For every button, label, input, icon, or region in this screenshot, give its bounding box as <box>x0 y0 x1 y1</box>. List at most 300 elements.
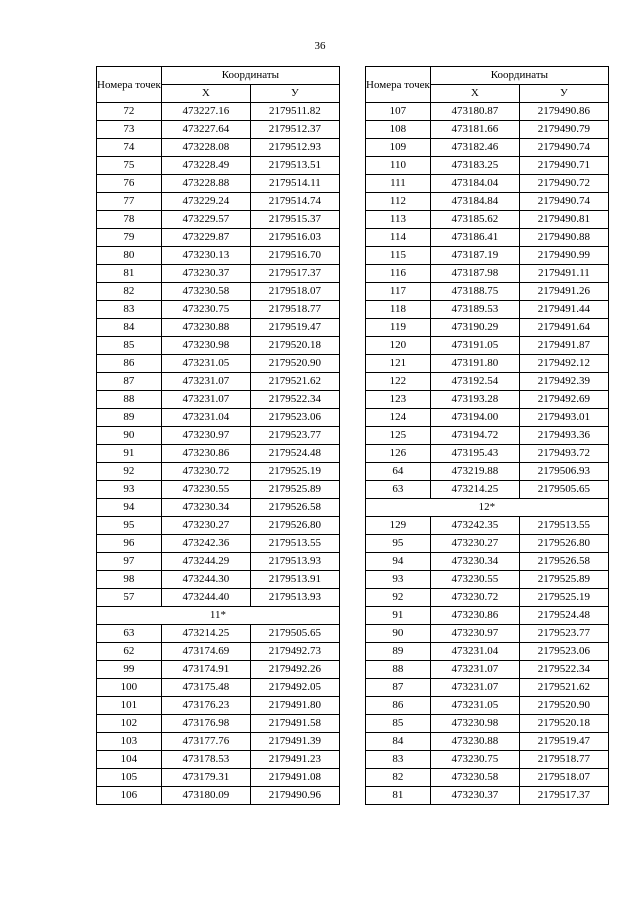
x-coordinate-cell: 473230.72 <box>161 463 250 481</box>
point-number-cell: 101 <box>97 697 162 715</box>
point-number-cell: 88 <box>366 661 431 679</box>
point-number-cell: 121 <box>366 355 431 373</box>
point-number-cell: 126 <box>366 445 431 463</box>
table-row <box>97 355 340 373</box>
table-row <box>97 769 340 787</box>
y-coordinate-cell: 2179490.71 <box>519 157 608 175</box>
y-coordinate-cell: 2179506.93 <box>519 463 608 481</box>
table-row <box>97 787 340 805</box>
x-coordinate-cell: 473179.31 <box>161 769 250 787</box>
point-number-cell: 82 <box>97 283 162 301</box>
point-number-cell: 92 <box>97 463 162 481</box>
x-coordinate-cell: 473230.58 <box>430 769 519 787</box>
x-coordinate-cell: 473176.23 <box>161 697 250 715</box>
y-coordinate-cell: 2179523.77 <box>250 427 339 445</box>
x-coordinate-cell: 473174.69 <box>161 643 250 661</box>
x-coordinate-cell: 473219.88 <box>430 463 519 481</box>
y-coordinate-cell: 2179526.80 <box>250 517 339 535</box>
point-number-cell: 79 <box>97 229 162 247</box>
point-number-cell: 98 <box>97 571 162 589</box>
y-coordinate-cell: 2179513.55 <box>519 517 608 535</box>
x-coordinate-cell: 473230.98 <box>430 715 519 733</box>
x-coordinate-cell: 473187.19 <box>430 247 519 265</box>
x-coordinate-cell: 473230.55 <box>161 481 250 499</box>
x-coordinate-cell: 473230.37 <box>430 787 519 805</box>
table-row <box>97 373 340 391</box>
table-row <box>97 715 340 733</box>
y-coordinate-cell: 2179516.03 <box>250 229 339 247</box>
y-coordinate-cell: 2179514.11 <box>250 175 339 193</box>
y-coordinate-cell: 2179520.18 <box>250 337 339 355</box>
point-number-cell: 93 <box>97 481 162 499</box>
x-coordinate-cell: 473214.25 <box>430 481 519 499</box>
x-coordinate-cell: 473230.72 <box>430 589 519 607</box>
x-coordinate-cell: 473228.49 <box>161 157 250 175</box>
point-number-cell: 103 <box>97 733 162 751</box>
table-row <box>97 247 340 265</box>
x-coordinate-cell: 473174.91 <box>161 661 250 679</box>
point-number-cell: 72 <box>97 103 162 121</box>
y-coordinate-cell: 2179505.65 <box>250 625 339 643</box>
point-number-cell: 87 <box>366 679 431 697</box>
table-row <box>366 769 609 787</box>
point-number-cell: 91 <box>366 607 431 625</box>
point-number-cell: 83 <box>97 301 162 319</box>
point-number-cell: 106 <box>97 787 162 805</box>
table-row <box>97 229 340 247</box>
point-number-cell: 115 <box>366 247 431 265</box>
table-body <box>366 103 609 805</box>
x-coordinate-cell: 473230.97 <box>430 625 519 643</box>
table-row <box>366 589 609 607</box>
x-coordinate-cell: 473228.08 <box>161 139 250 157</box>
y-coordinate-cell: 2179512.93 <box>250 139 339 157</box>
point-number-cell: 113 <box>366 211 431 229</box>
x-coordinate-cell: 473176.98 <box>161 715 250 733</box>
x-coordinate-cell: 473187.98 <box>430 265 519 283</box>
y-coordinate-cell: 2179490.81 <box>519 211 608 229</box>
table-row <box>97 571 340 589</box>
table-row <box>366 625 609 643</box>
x-coordinate-cell: 473230.37 <box>161 265 250 283</box>
x-coordinate-cell: 473191.05 <box>430 337 519 355</box>
y-coordinate-cell: 2179522.34 <box>250 391 339 409</box>
section-label: 12* <box>366 499 609 517</box>
point-number-cell: 94 <box>366 553 431 571</box>
x-coordinate-cell: 473195.43 <box>430 445 519 463</box>
coordinates-column-header: Координаты <box>430 67 608 85</box>
y-coordinate-cell: 2179526.58 <box>519 553 608 571</box>
x-coordinate-cell: 473194.72 <box>430 427 519 445</box>
table-row <box>97 499 340 517</box>
point-number-cell: 129 <box>366 517 431 535</box>
x-coordinate-cell: 473244.29 <box>161 553 250 571</box>
point-number-cell: 95 <box>97 517 162 535</box>
x-coordinate-cell: 473189.53 <box>430 301 519 319</box>
y-coordinate-cell: 2179518.77 <box>519 751 608 769</box>
y-coordinate-cell: 2179491.39 <box>250 733 339 751</box>
point-number-cell: 104 <box>97 751 162 769</box>
table-row <box>97 157 340 175</box>
y-coordinate-cell: 2179492.26 <box>250 661 339 679</box>
point-number-cell: 83 <box>366 751 431 769</box>
x-column-header: X <box>161 85 250 103</box>
table-row <box>366 643 609 661</box>
x-coordinate-cell: 473229.87 <box>161 229 250 247</box>
x-coordinate-cell: 473183.25 <box>430 157 519 175</box>
y-coordinate-cell: 2179512.37 <box>250 121 339 139</box>
point-number-cell: 80 <box>97 247 162 265</box>
x-coordinate-cell: 473230.98 <box>161 337 250 355</box>
point-number-cell: 74 <box>97 139 162 157</box>
section-row <box>366 499 609 517</box>
point-number-cell: 73 <box>97 121 162 139</box>
table-row <box>366 157 609 175</box>
point-number-cell: 85 <box>97 337 162 355</box>
point-number-cell: 111 <box>366 175 431 193</box>
point-number-cell: 124 <box>366 409 431 427</box>
x-coordinate-cell: 473242.35 <box>430 517 519 535</box>
point-number-cell: 88 <box>97 391 162 409</box>
point-number-cell: 105 <box>97 769 162 787</box>
table-row <box>97 697 340 715</box>
x-coordinate-cell: 473177.76 <box>161 733 250 751</box>
point-number-cell: 96 <box>97 535 162 553</box>
table-row <box>366 409 609 427</box>
y-coordinate-cell: 2179490.96 <box>250 787 339 805</box>
y-coordinate-cell: 2179490.99 <box>519 247 608 265</box>
table-row <box>97 751 340 769</box>
page-number: 36 <box>314 40 326 52</box>
y-coordinate-cell: 2179525.89 <box>250 481 339 499</box>
x-coordinate-cell: 473184.04 <box>430 175 519 193</box>
y-coordinate-cell: 2179513.93 <box>250 589 339 607</box>
point-number-cell: 89 <box>366 643 431 661</box>
x-coordinate-cell: 473231.05 <box>161 355 250 373</box>
y-coordinate-cell: 2179518.07 <box>250 283 339 301</box>
point-number-cell: 91 <box>97 445 162 463</box>
y-coordinate-cell: 2179521.62 <box>250 373 339 391</box>
x-coordinate-cell: 473230.27 <box>161 517 250 535</box>
y-coordinate-cell: 2179492.12 <box>519 355 608 373</box>
point-number-cell: 84 <box>366 733 431 751</box>
x-coordinate-cell: 473190.29 <box>430 319 519 337</box>
x-coordinate-cell: 473230.75 <box>161 301 250 319</box>
table-row <box>97 733 340 751</box>
y-coordinate-cell: 2179517.37 <box>519 787 608 805</box>
point-number-cell: 76 <box>97 175 162 193</box>
y-coordinate-cell: 2179525.89 <box>519 571 608 589</box>
x-coordinate-cell: 473180.87 <box>430 103 519 121</box>
x-coordinate-cell: 473186.41 <box>430 229 519 247</box>
table-row <box>366 301 609 319</box>
point-number-cell: 86 <box>97 355 162 373</box>
point-number-cell: 75 <box>97 157 162 175</box>
x-coordinate-cell: 473244.40 <box>161 589 250 607</box>
y-coordinate-cell: 2179526.80 <box>519 535 608 553</box>
point-number-cell: 87 <box>97 373 162 391</box>
table-row <box>366 229 609 247</box>
y-coordinate-cell: 2179522.34 <box>519 661 608 679</box>
point-number-cell: 117 <box>366 283 431 301</box>
y-coordinate-cell: 2179491.58 <box>250 715 339 733</box>
point-number-cell: 82 <box>366 769 431 787</box>
coordinates-table-left <box>96 66 340 805</box>
table-row <box>366 247 609 265</box>
point-number-cell: 63 <box>366 481 431 499</box>
table-row <box>366 463 609 481</box>
point-number-cell: 97 <box>97 553 162 571</box>
y-coordinate-cell: 2179520.90 <box>519 697 608 715</box>
point-number-cell: 122 <box>366 373 431 391</box>
table-row <box>366 697 609 715</box>
y-coordinate-cell: 2179491.08 <box>250 769 339 787</box>
y-coordinate-cell: 2179515.37 <box>250 211 339 229</box>
y-column-header: У <box>519 85 608 103</box>
y-coordinate-cell: 2179513.93 <box>250 553 339 571</box>
table-row <box>97 301 340 319</box>
x-coordinate-cell: 473227.64 <box>161 121 250 139</box>
point-number-cell: 114 <box>366 229 431 247</box>
x-coordinate-cell: 473230.86 <box>430 607 519 625</box>
table-row <box>366 517 609 535</box>
table-row <box>97 553 340 571</box>
table-row <box>366 103 609 121</box>
x-coordinate-cell: 473180.09 <box>161 787 250 805</box>
table-row <box>97 139 340 157</box>
y-coordinate-cell: 2179493.01 <box>519 409 608 427</box>
y-coordinate-cell: 2179523.77 <box>519 625 608 643</box>
y-coordinate-cell: 2179491.80 <box>250 697 339 715</box>
table-row <box>97 391 340 409</box>
y-coordinate-cell: 2179491.11 <box>519 265 608 283</box>
point-number-cell: 95 <box>366 535 431 553</box>
point-number-cell: 108 <box>366 121 431 139</box>
table-row <box>97 679 340 697</box>
x-coordinate-cell: 473229.24 <box>161 193 250 211</box>
y-coordinate-cell: 2179513.51 <box>250 157 339 175</box>
x-coordinate-cell: 473231.07 <box>161 391 250 409</box>
point-number-cell: 90 <box>97 427 162 445</box>
y-coordinate-cell: 2179516.70 <box>250 247 339 265</box>
x-coordinate-cell: 473230.13 <box>161 247 250 265</box>
table-row <box>366 661 609 679</box>
table-row <box>366 355 609 373</box>
x-coordinate-cell: 473230.88 <box>161 319 250 337</box>
table-row <box>366 337 609 355</box>
y-coordinate-cell: 2179490.86 <box>519 103 608 121</box>
x-coordinate-cell: 473230.27 <box>430 535 519 553</box>
point-number-cell: 94 <box>97 499 162 517</box>
y-coordinate-cell: 2179492.05 <box>250 679 339 697</box>
table-row <box>366 733 609 751</box>
point-number-cell: 77 <box>97 193 162 211</box>
point-number-cell: 81 <box>366 787 431 805</box>
point-number-cell: 92 <box>366 589 431 607</box>
y-coordinate-cell: 2179526.58 <box>250 499 339 517</box>
table-row <box>97 589 340 607</box>
table-row <box>366 535 609 553</box>
table-row <box>97 319 340 337</box>
y-coordinate-cell: 2179525.19 <box>519 589 608 607</box>
y-coordinate-cell: 2179524.48 <box>519 607 608 625</box>
point-number-cell: 89 <box>97 409 162 427</box>
table-row <box>366 211 609 229</box>
table-row <box>366 679 609 697</box>
x-coordinate-cell: 473227.16 <box>161 103 250 121</box>
y-coordinate-cell: 2179505.65 <box>519 481 608 499</box>
table-row <box>97 517 340 535</box>
x-coordinate-cell: 473231.07 <box>430 679 519 697</box>
table-row <box>366 139 609 157</box>
point-number-cell: 85 <box>366 715 431 733</box>
y-coordinate-cell: 2179523.06 <box>519 643 608 661</box>
y-coordinate-cell: 2179518.07 <box>519 769 608 787</box>
point-number-cell: 81 <box>97 265 162 283</box>
table-row <box>97 409 340 427</box>
x-coordinate-cell: 473231.07 <box>161 373 250 391</box>
y-coordinate-cell: 2179518.77 <box>250 301 339 319</box>
x-coordinate-cell: 473181.66 <box>430 121 519 139</box>
y-coordinate-cell: 2179491.44 <box>519 301 608 319</box>
table-row <box>366 391 609 409</box>
x-coordinate-cell: 473230.58 <box>161 283 250 301</box>
table-row <box>366 427 609 445</box>
table-row <box>97 283 340 301</box>
x-coordinate-cell: 473231.04 <box>430 643 519 661</box>
y-coordinate-cell: 2179493.72 <box>519 445 608 463</box>
point-number-cell: 84 <box>97 319 162 337</box>
table-row <box>97 211 340 229</box>
y-coordinate-cell: 2179490.74 <box>519 193 608 211</box>
section-label: 11* <box>97 607 340 625</box>
point-number-cell: 64 <box>366 463 431 481</box>
y-coordinate-cell: 2179521.62 <box>519 679 608 697</box>
point-number-cell: 118 <box>366 301 431 319</box>
x-coordinate-cell: 473175.48 <box>161 679 250 697</box>
x-coordinate-cell: 473244.30 <box>161 571 250 589</box>
table-row <box>366 283 609 301</box>
table-row <box>97 193 340 211</box>
table-row <box>366 319 609 337</box>
x-column-header: X <box>430 85 519 103</box>
table-row <box>97 121 340 139</box>
y-coordinate-cell: 2179519.47 <box>519 733 608 751</box>
x-coordinate-cell: 473188.75 <box>430 283 519 301</box>
y-coordinate-cell: 2179493.36 <box>519 427 608 445</box>
point-number-cell: 57 <box>97 589 162 607</box>
table-row <box>366 445 609 463</box>
point-number-cell: 100 <box>97 679 162 697</box>
x-coordinate-cell: 473184.84 <box>430 193 519 211</box>
table-row <box>97 445 340 463</box>
point-number-cell: 90 <box>366 625 431 643</box>
x-coordinate-cell: 473230.34 <box>430 553 519 571</box>
x-coordinate-cell: 473191.80 <box>430 355 519 373</box>
point-number-cell: 63 <box>97 625 162 643</box>
point-number-cell: 110 <box>366 157 431 175</box>
table-row <box>366 751 609 769</box>
x-coordinate-cell: 473228.88 <box>161 175 250 193</box>
x-coordinate-cell: 473231.05 <box>430 697 519 715</box>
table-row <box>366 607 609 625</box>
section-row <box>97 607 340 625</box>
x-coordinate-cell: 473230.55 <box>430 571 519 589</box>
table-row <box>97 625 340 643</box>
table-row <box>366 373 609 391</box>
point-number-cell: 107 <box>366 103 431 121</box>
table-row <box>97 337 340 355</box>
point-number-cell: 102 <box>97 715 162 733</box>
point-number-cell: 78 <box>97 211 162 229</box>
x-coordinate-cell: 473231.04 <box>161 409 250 427</box>
x-coordinate-cell: 473229.57 <box>161 211 250 229</box>
table-row <box>366 571 609 589</box>
point-number-cell: 119 <box>366 319 431 337</box>
points-column-header: Номера точек <box>366 67 431 103</box>
y-coordinate-cell: 2179490.72 <box>519 175 608 193</box>
y-coordinate-cell: 2179517.37 <box>250 265 339 283</box>
y-coordinate-cell: 2179490.74 <box>519 139 608 157</box>
x-coordinate-cell: 473242.36 <box>161 535 250 553</box>
point-number-cell: 99 <box>97 661 162 679</box>
x-coordinate-cell: 473214.25 <box>161 625 250 643</box>
point-number-cell: 116 <box>366 265 431 283</box>
x-coordinate-cell: 473185.62 <box>430 211 519 229</box>
table-row <box>366 265 609 283</box>
y-coordinate-cell: 2179524.48 <box>250 445 339 463</box>
point-number-cell: 109 <box>366 139 431 157</box>
y-coordinate-cell: 2179513.91 <box>250 571 339 589</box>
point-number-cell: 123 <box>366 391 431 409</box>
table-body <box>97 103 340 805</box>
x-coordinate-cell: 473231.07 <box>430 661 519 679</box>
x-coordinate-cell: 473230.34 <box>161 499 250 517</box>
x-coordinate-cell: 473194.00 <box>430 409 519 427</box>
y-coordinate-cell: 2179520.90 <box>250 355 339 373</box>
y-coordinate-cell: 2179490.79 <box>519 121 608 139</box>
table-row <box>366 121 609 139</box>
table-row <box>97 265 340 283</box>
table-row <box>97 535 340 553</box>
x-coordinate-cell: 473230.75 <box>430 751 519 769</box>
point-number-cell: 86 <box>366 697 431 715</box>
table-row <box>366 553 609 571</box>
y-column-header: У <box>250 85 339 103</box>
point-number-cell: 120 <box>366 337 431 355</box>
x-coordinate-cell: 473230.97 <box>161 427 250 445</box>
y-coordinate-cell: 2179520.18 <box>519 715 608 733</box>
y-coordinate-cell: 2179511.82 <box>250 103 339 121</box>
table-row <box>97 427 340 445</box>
table-row <box>97 463 340 481</box>
points-column-header: Номера точек <box>97 67 162 103</box>
y-coordinate-cell: 2179513.55 <box>250 535 339 553</box>
point-number-cell: 62 <box>97 643 162 661</box>
x-coordinate-cell: 473193.28 <box>430 391 519 409</box>
table-row <box>97 481 340 499</box>
x-coordinate-cell: 473178.53 <box>161 751 250 769</box>
y-coordinate-cell: 2179519.47 <box>250 319 339 337</box>
table-row <box>366 175 609 193</box>
table-row <box>97 643 340 661</box>
point-number-cell: 125 <box>366 427 431 445</box>
y-coordinate-cell: 2179491.64 <box>519 319 608 337</box>
table-row <box>97 103 340 121</box>
table-row <box>366 787 609 805</box>
y-coordinate-cell: 2179492.73 <box>250 643 339 661</box>
x-coordinate-cell: 473182.46 <box>430 139 519 157</box>
